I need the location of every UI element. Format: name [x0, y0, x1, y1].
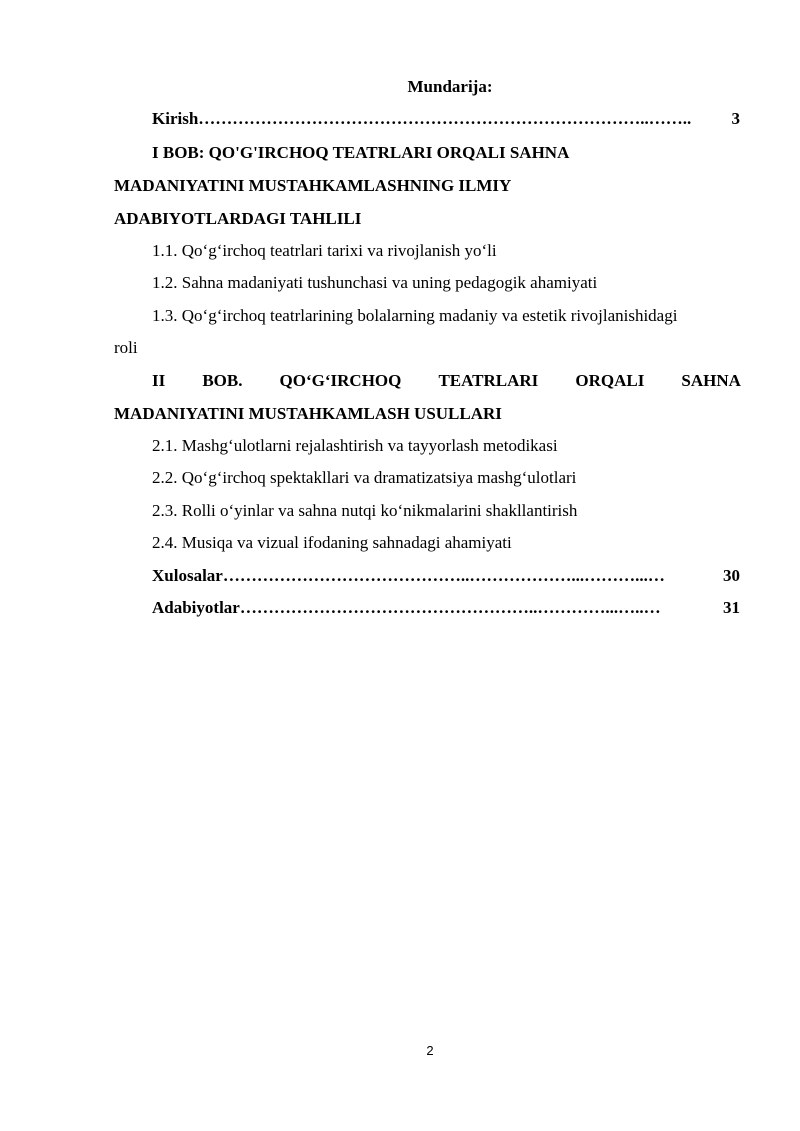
toc-entry-label: Adabiyotlar — [152, 598, 240, 617]
toc-leader-dots: ……………………………………………..…………...…..… — [239, 598, 661, 617]
toc-section-1-3[interactable]: 1.3. Qo‘g‘irchoq teatrlarining bolalarning madaniy va estetik rivojlanishidagi — [152, 306, 678, 325]
toc-entry-conclusions[interactable] — [152, 565, 740, 587]
toc-title: Mundarija: — [407, 77, 493, 96]
chapter2-word: II — [152, 371, 166, 390]
toc-leader-dots: ……………………………………………………………………..…….. — [198, 109, 692, 128]
chapter1-heading-line1[interactable]: I BOB: QO'G'IRCHOQ TEATRLARI ORQALI SAHNA — [152, 143, 570, 162]
chapter2-word: BOB. — [202, 371, 243, 390]
toc-leader-dots: ……………………………………..………………...………...… — [222, 566, 665, 585]
toc-section-2-1[interactable]: 2.1. Mashg‘ulotlarni rejalashtirish va tayyorlash metodikasi — [152, 436, 558, 455]
toc-entry-intro[interactable] — [152, 108, 740, 130]
toc-page-number: 30 — [723, 566, 740, 585]
toc-page-number: 31 — [723, 598, 740, 617]
toc-section-2-3[interactable]: 2.3. Rolli o‘yinlar va sahna nutqi ko‘nikmalarini shakllantirish — [152, 501, 578, 520]
chapter1-heading-line3[interactable]: ADABIYOTLARDAGI TAHLILI — [114, 209, 362, 228]
toc-section-1-3-continued[interactable]: roli — [114, 338, 138, 357]
toc-entry-references[interactable] — [152, 597, 740, 619]
chapter1-heading-line2[interactable]: MADANIYATINI MUSTAHKAMLASHNING ILMIY — [114, 176, 512, 195]
chapter2-heading-line2[interactable]: MADANIYATINI MUSTAHKAMLASH USULLARI — [114, 404, 502, 423]
toc-page-number: 3 — [731, 109, 740, 128]
page-number: 2 — [426, 1043, 434, 1058]
toc-section-2-2[interactable]: 2.2. Qo‘g‘irchoq spektakllari va dramatizatsiya mashg‘ulotlari — [152, 468, 577, 487]
chapter2-heading-line1[interactable] — [152, 370, 741, 392]
toc-section-1-1[interactable]: 1.1. Qo‘g‘irchoq teatrlari tarixi va rivojlanish yo‘li — [152, 241, 497, 260]
chapter2-word: TEATRLARI — [438, 371, 539, 390]
toc-entry-label: Kirish — [152, 109, 199, 128]
toc-entry-label: Xulosalar — [152, 566, 223, 585]
chapter2-word: QO‘G‘IRCHOQ — [279, 371, 402, 390]
chapter2-word: ORQALI — [575, 371, 645, 390]
chapter2-word: SAHNA — [681, 371, 741, 390]
toc-section-2-4[interactable]: 2.4. Musiqa va vizual ifodaning sahnadagi ahamiyati — [152, 533, 512, 552]
toc-section-1-2[interactable]: 1.2. Sahna madaniyati tushunchasi va uning pedagogik ahamiyati — [152, 273, 598, 292]
